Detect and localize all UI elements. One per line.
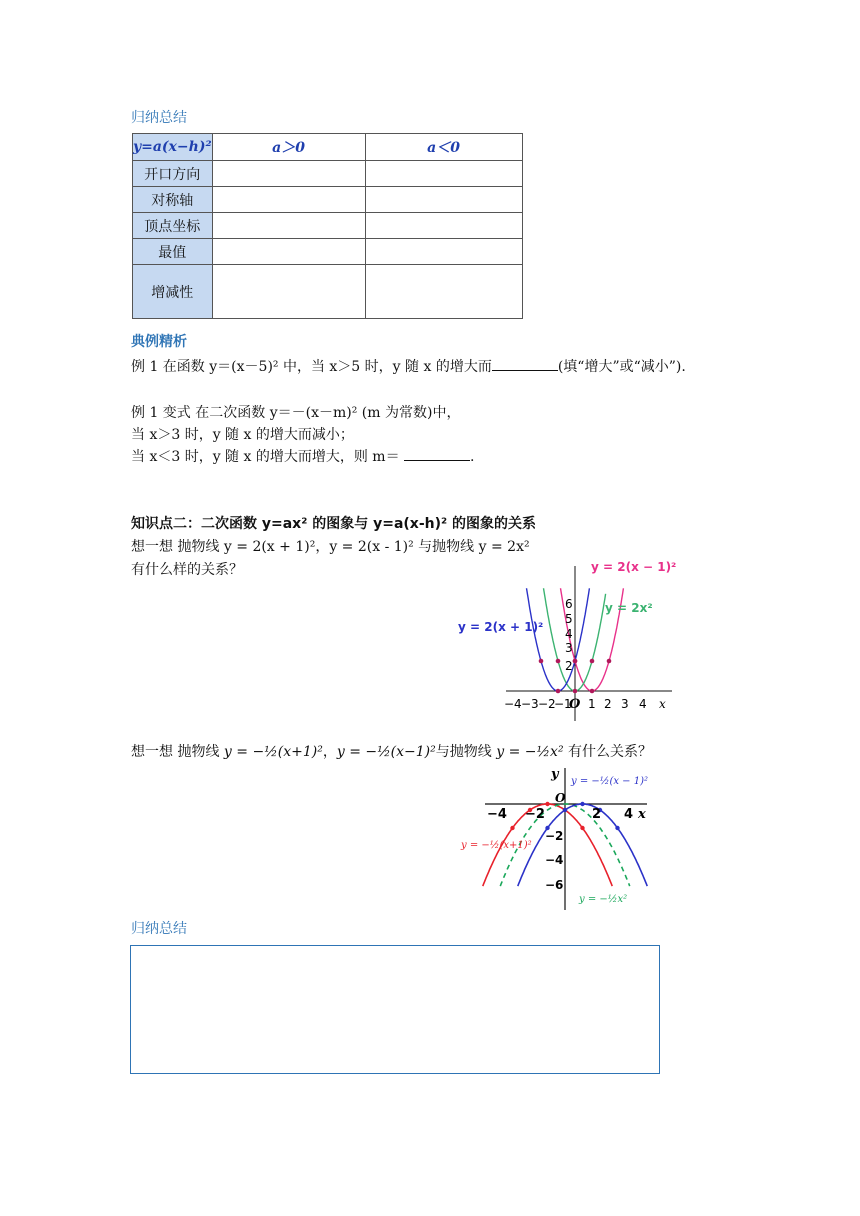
green-curve-label: y = −½x² bbox=[579, 894, 628, 905]
point-marker bbox=[590, 689, 595, 694]
equation: y = −½(x−1)² bbox=[336, 744, 436, 760]
blue-curve-label: y = 2(x + 1)² bbox=[458, 620, 544, 634]
x-axis-label: x bbox=[638, 807, 646, 822]
y-axis-label: y bbox=[551, 767, 559, 782]
y-tick-label: 5 bbox=[565, 612, 573, 626]
x-tick-label: −2 bbox=[525, 807, 545, 822]
x-tick-label: −1 bbox=[554, 697, 572, 711]
table-row-label: 顶点坐标 bbox=[133, 213, 213, 239]
point-marker bbox=[545, 802, 549, 806]
summary-answer-box[interactable] bbox=[130, 945, 660, 1074]
table-header-a-pos: a＞0 bbox=[212, 134, 365, 161]
y-tick-label: 4 bbox=[565, 627, 573, 641]
y-tick-label: 3 bbox=[565, 641, 573, 655]
point-marker bbox=[539, 659, 544, 664]
green-curve-label: y = 2x² bbox=[605, 601, 653, 615]
variant-line-1: 例 1 变式 在二次函数 y＝－(x－m)² (m 为常数)中， bbox=[131, 405, 461, 421]
example-1: 例 1 在函数 y＝(x－5)² 中，当 x＞5 时，y 随 x 的增大而 (填“增大”或“减小”). bbox=[131, 359, 686, 375]
think-1-line-1: 想一想 抛物线 y = 2(x + 1)²，y = 2(x - 1)² 与抛物线 y = 2x² bbox=[131, 539, 530, 555]
table-cell[interactable] bbox=[212, 187, 365, 213]
y-tick-label: 2 bbox=[565, 659, 573, 673]
x-tick-label: 2 bbox=[604, 697, 612, 711]
point-marker bbox=[556, 659, 561, 664]
point-marker bbox=[590, 659, 595, 664]
blue-curve-label: y = −½(x − 1)² bbox=[571, 776, 649, 787]
table-cell[interactable] bbox=[212, 265, 365, 319]
red-curve-label: y = −½(x+1)² bbox=[461, 840, 532, 851]
parabola-graph-1 bbox=[440, 556, 680, 726]
table-row-label: 最值 bbox=[133, 239, 213, 265]
point-marker bbox=[556, 689, 561, 694]
summary-title-1: 归纳总结 bbox=[131, 110, 187, 126]
table-row-label: 增减性 bbox=[133, 265, 213, 319]
y-tick-label: 6 bbox=[565, 597, 573, 611]
x-tick-label: −4 bbox=[487, 807, 507, 822]
x-tick-label: −2 bbox=[538, 697, 556, 711]
variant-line-2: 当 x＞3 时，y 随 x 的增大而减小； bbox=[131, 427, 354, 443]
table-cell[interactable] bbox=[365, 265, 522, 319]
think-2: 想一想 抛物线 y = −½(x+1)²，y = −½(x−1)²与抛物线 y = −½x² 有什么关系？ bbox=[131, 744, 653, 760]
table-cell[interactable] bbox=[212, 239, 365, 265]
point-marker bbox=[573, 689, 578, 694]
x-tick-label: 3 bbox=[621, 697, 629, 711]
knowledge-point-2-title: 知识点二：二次函数 y=ax² 的图象与 y=a(x-h)² 的图象的关系 bbox=[131, 516, 537, 532]
table-cell[interactable] bbox=[365, 161, 522, 187]
table-cell[interactable] bbox=[365, 213, 522, 239]
point-marker bbox=[615, 826, 619, 830]
think-1-line-2: 有什么样的关系？ bbox=[131, 562, 243, 578]
point-marker bbox=[607, 659, 612, 664]
equation: y = −½x² bbox=[496, 744, 564, 760]
answer-blank[interactable] bbox=[492, 358, 558, 371]
table-cell[interactable] bbox=[365, 239, 522, 265]
y-tick-label: −4 bbox=[545, 853, 564, 867]
point-marker bbox=[573, 659, 578, 664]
table-cell[interactable] bbox=[212, 213, 365, 239]
answer-blank[interactable] bbox=[404, 448, 470, 461]
x-tick-label: 4 bbox=[624, 807, 634, 822]
examples-title: 典例精析 bbox=[131, 334, 187, 350]
y-tick-label: −6 bbox=[545, 878, 564, 892]
x-tick-label: 1 bbox=[588, 697, 596, 711]
point-marker bbox=[563, 808, 567, 812]
variant-line-3: 当 x＜3 时，y 随 x 的增大而增大，则 m＝ . bbox=[131, 449, 475, 465]
parabola-graph-2 bbox=[455, 762, 655, 914]
table-row-label: 对称轴 bbox=[133, 187, 213, 213]
origin-label: O bbox=[569, 697, 581, 712]
point-marker bbox=[580, 802, 584, 806]
table-header-a-neg: a＜0 bbox=[365, 134, 522, 161]
x-tick-label: 4 bbox=[639, 697, 647, 711]
x-tick-label: −3 bbox=[521, 697, 539, 711]
summary-table bbox=[132, 133, 523, 319]
point-marker bbox=[510, 826, 514, 830]
table-header-func: y=a(x−h)² bbox=[133, 134, 213, 161]
y-tick-label: −2 bbox=[545, 829, 564, 843]
table-row-label: 开口方向 bbox=[133, 161, 213, 187]
summary-title-2: 归纳总结 bbox=[131, 921, 187, 937]
point-marker bbox=[580, 826, 584, 830]
x-tick-label: 2 bbox=[592, 807, 602, 822]
table-cell[interactable] bbox=[365, 187, 522, 213]
table-cell[interactable] bbox=[212, 161, 365, 187]
x-axis-label: x bbox=[659, 697, 666, 711]
origin-label: O bbox=[555, 791, 566, 805]
red-curve-label: y = 2(x − 1)² bbox=[591, 560, 677, 574]
equation: y = −½(x+1)² bbox=[223, 744, 323, 760]
x-tick-label: −4 bbox=[504, 697, 522, 711]
